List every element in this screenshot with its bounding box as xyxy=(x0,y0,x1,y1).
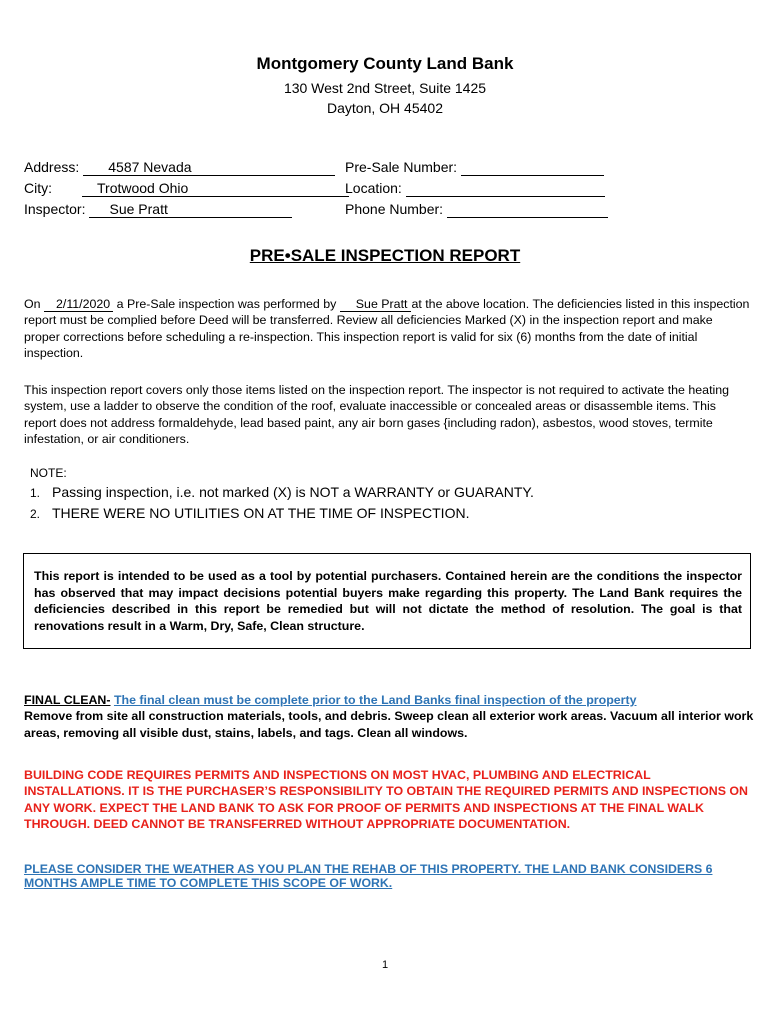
address-value-line xyxy=(83,160,335,176)
phone-value xyxy=(447,202,608,218)
location-field xyxy=(345,180,605,197)
intro-text2: at the above location. The deficiencies listed in this inspection report must be complied before Deed will be transferred. Review all deficiencies Marked (X) in the inspection report and make proper corrections before scheduling a re-inspection. This inspection report is valid for six (6) months from the date of initial inspection. xyxy=(24,297,750,361)
inspection-date: 2/11/2020 xyxy=(44,297,113,312)
permits-warning: BUILDING CODE REQUIRES PERMITS AND INSPECTIONS ON MOST HVAC, PLUMBING AND ELECTRICAL INSTALLATIONS. IT IS THE PURCHASER’S RESPONSIBILITY TO OBTAIN THE REQUIRED PERMITS AND INSPECTIONS ON ANY WORK. EXPECT THE LAND BANK TO ASK FOR PROOF OF PERMITS AND INSPECTIONS AT THE FINAL WALK THROUGH. DEED CANNOT BE TRANSFERRED WITHOUT APPROPRIATE DOCUMENTATION. xyxy=(24,768,748,831)
phone-field xyxy=(345,201,608,218)
note-text: Passing inspection, i.e. not marked (X) is NOT a WARRANTY or GUARANTY. xyxy=(52,484,534,500)
note-item xyxy=(30,505,469,521)
inspector-label: Inspector: xyxy=(24,201,86,217)
final-clean-headline: The final clean must be complete prior to the Land Banks final inspection of the property xyxy=(113,693,637,707)
note-item xyxy=(30,484,534,500)
org-address-line2: Dayton, OH 45402 xyxy=(327,100,443,116)
address-label: Address: xyxy=(24,159,80,175)
location-label: Location: xyxy=(345,180,402,196)
city-value-line xyxy=(82,181,349,197)
inspector-value: Sue Pratt xyxy=(109,201,168,217)
intro-inspector: Sue Pratt xyxy=(340,297,412,312)
report-title: PRE•SALE INSPECTION REPORT xyxy=(249,246,521,265)
presale-value xyxy=(461,160,604,176)
address-field xyxy=(24,159,335,176)
weather-note: PLEASE CONSIDER THE WEATHER AS YOU PLAN THE REHAB OF THIS PROPERTY. THE LAND BANK CONSIDERS 6 MONTHS AMPLE TIME TO COMPLETE THIS SCOPE OF WORK. xyxy=(24,862,713,890)
phone-label: Phone Number: xyxy=(345,201,444,217)
intro-paragraph xyxy=(24,296,750,362)
note-text: THERE WERE NO UTILITIES ON AT THE TIME OF INSPECTION. xyxy=(52,505,470,521)
intro-text1: a Pre-Sale inspection was performed by xyxy=(116,297,337,311)
city-value: Trotwood Ohio xyxy=(97,180,189,196)
purchaser-notice-box xyxy=(23,553,751,649)
city-label: City: xyxy=(24,180,52,196)
inspector-value-line xyxy=(89,202,292,218)
note-number: 2. xyxy=(30,507,41,521)
org-title: Montgomery County Land Bank xyxy=(256,54,514,73)
note-label: NOTE: xyxy=(30,466,67,480)
inspector-field xyxy=(24,201,292,218)
location-value xyxy=(406,181,605,197)
final-clean-text: Remove from site all construction materials, tools, and debris. Sweep clean all exterior work areas. Vacuum all interior work areas, removing all visible dust, stains, labels, and tags. Clean all windows. xyxy=(24,709,754,740)
org-address-line1: 130 West 2nd Street, Suite 1425 xyxy=(283,80,487,96)
final-clean-label: FINAL CLEAN- xyxy=(24,693,111,707)
note-number: 1. xyxy=(30,486,41,500)
final-clean-section xyxy=(24,692,754,741)
purchaser-notice-text: This report is intended to be used as a tool by potential purchasers. Contained herein are the conditions the inspector has observed that may impact decisions potential buyers make regarding this property. The Land Bank requires the deficiencies described in this report be remedied but will not dictate the method of resolution. The goal is that renovations result in a Warm, Dry, Safe, Clean structure. xyxy=(34,569,742,633)
city-field xyxy=(24,180,349,197)
page-number: 1 xyxy=(381,959,389,971)
presale-label: Pre-Sale Number: xyxy=(345,159,458,175)
coverage-paragraph: This inspection report covers only those items listed on the inspection report. The inspector is not required to activate the heating system, use a ladder to observe the condition of the roof, evaluate inaccessible or concealed areas or disassemble items. This report does not address formaldehyde, lead based paint, any air born gases {including radon), asbestos, wood stoves, termite infestation, or air conditioners. xyxy=(24,383,730,447)
intro-on: On xyxy=(24,297,41,311)
address-value: 4587 Nevada xyxy=(108,159,192,175)
presale-number-field xyxy=(345,159,604,176)
